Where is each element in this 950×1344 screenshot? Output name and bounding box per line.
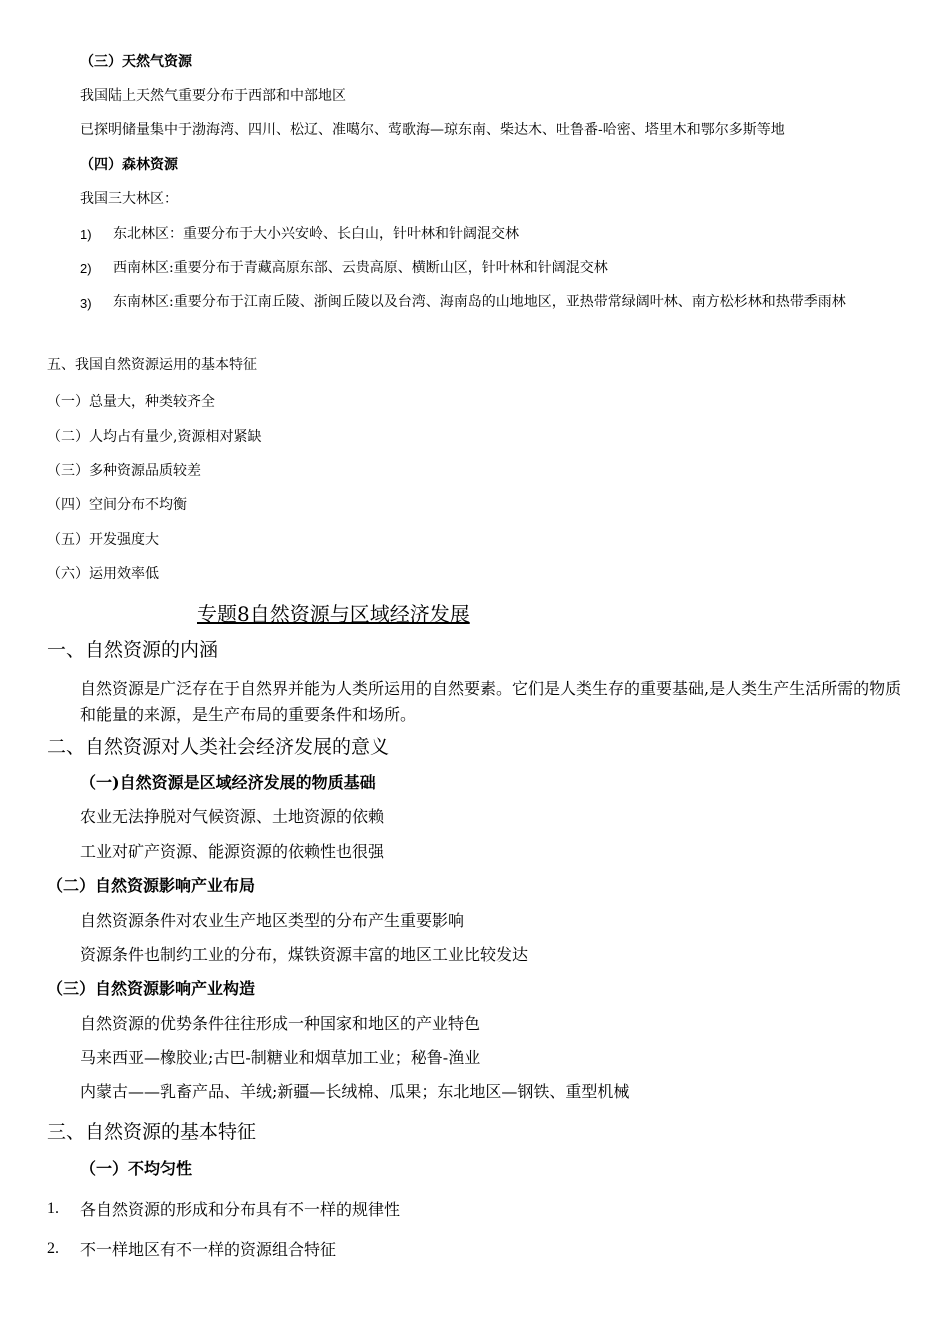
list-item-number: 2) bbox=[80, 261, 92, 276]
forest-intro: 我国三大林区： bbox=[80, 191, 178, 207]
list-item-number: 2. bbox=[47, 1240, 59, 1257]
section5-heading: 五、我国自然资源运用的基本特征 bbox=[47, 357, 257, 373]
section2-sub1-line2: 工业对矿产资源、能源资源的依赖性也很强 bbox=[80, 842, 385, 861]
section1-heading: 一、自然资源的内涵 bbox=[47, 639, 219, 661]
section1-paragraph: 自然资源是广泛存在于自然界并能为人类所运用的自然要素。它们是人类生存的重要基础,是人类生产生活所需的物质和能量的来源，是生产布局的重要条件和场所。 bbox=[80, 679, 902, 724]
list-item-text: 东北林区：重要分布于大小兴安岭、长白山，针叶林和针阔混交林 bbox=[113, 226, 519, 242]
section2-sub1-line1: 农业无法挣脱对气候资源、土地资源的依赖 bbox=[80, 807, 385, 826]
topic-title: 专题8自然资源与区域经济发展 bbox=[197, 602, 470, 626]
list-item: （二）人均占有量少,资源相对紧缺 bbox=[47, 429, 262, 445]
list-item: （五）开发强度大 bbox=[47, 532, 159, 548]
section2-heading: 二、自然资源对人类社会经济发展的意义 bbox=[47, 736, 390, 758]
list-item-text: 东南林区:重要分布于江南丘陵、浙闽丘陵以及台湾、海南岛的山地地区，亚热带常绿阔叶林、南方松杉林和热带季雨林 bbox=[113, 294, 846, 310]
section2-sub3-line2: 马来西亚—橡胶业;古巴-制糖业和烟草加工业；秘鲁-渔业 bbox=[80, 1048, 481, 1067]
list-item-text: 各自然资源的形成和分布具有不一样的规律性 bbox=[80, 1200, 401, 1219]
list-item-text: 不一样地区有不一样的资源组合特征 bbox=[80, 1240, 337, 1259]
section3-heading: 三、自然资源的基本特征 bbox=[47, 1121, 257, 1143]
gas-line-2: 已探明储量集中于渤海湾、四川、松辽、准噶尔、莺歌海—琼东南、柴达木、吐鲁番-哈密、塔里木和鄂尔多斯等地 bbox=[80, 122, 785, 138]
list-item-number: 1) bbox=[80, 227, 92, 242]
section3-sub1-heading: （一）不均匀性 bbox=[80, 1159, 193, 1178]
list-item-number: 1. bbox=[47, 1200, 59, 1217]
list-item: （三）多种资源品质较差 bbox=[47, 463, 201, 479]
list-item: （六）运用效率低 bbox=[47, 566, 159, 582]
list-item: （四）空间分布不均衡 bbox=[47, 497, 187, 513]
section2-sub3-line1: 自然资源的优势条件往往形成一种国家和地区的产业特色 bbox=[80, 1014, 481, 1033]
gas-line-1: 我国陆上天然气重要分布于西部和中部地区 bbox=[80, 88, 346, 104]
section2-sub3-heading: （三）自然资源影响产业构造 bbox=[47, 979, 256, 998]
list-item-number: 3) bbox=[80, 296, 92, 311]
section2-sub2-line1: 自然资源条件对农业生产地区类型的分布产生重要影响 bbox=[80, 911, 465, 930]
section2-sub2-heading: （二）自然资源影响产业布局 bbox=[47, 876, 256, 895]
list-item: （一）总量大，种类较齐全 bbox=[47, 394, 215, 410]
gas-resource-heading: （三）天然气资源 bbox=[80, 54, 192, 70]
forest-resource-heading: （四）森林资源 bbox=[80, 157, 178, 173]
section2-sub3-line3: 内蒙古——乳畜产品、羊绒;新疆—长绒棉、瓜果；东北地区—钢铁、重型机械 bbox=[80, 1082, 630, 1101]
list-item-text: 西南林区:重要分布于青藏高原东部、云贵高原、横断山区，针叶林和针阔混交林 bbox=[113, 260, 608, 276]
section2-sub1-heading: （一)自然资源是区域经济发展的物质基础 bbox=[80, 773, 376, 792]
section2-sub2-line2: 资源条件也制约工业的分布，煤铁资源丰富的地区工业比较发达 bbox=[80, 945, 529, 964]
